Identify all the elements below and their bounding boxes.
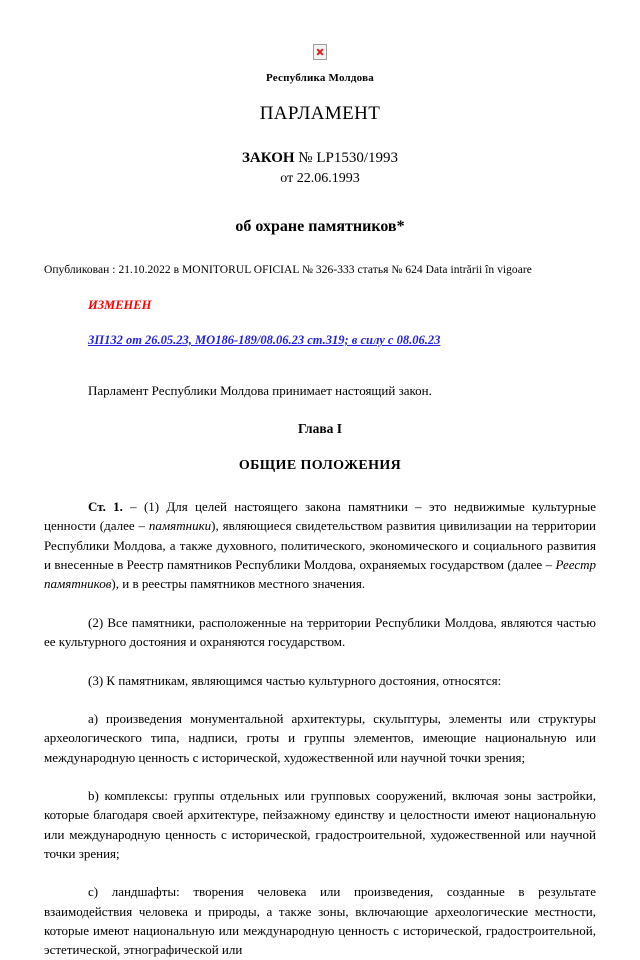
article-1-paragraph-1 bbox=[44, 497, 596, 594]
broken-image-icon bbox=[313, 44, 327, 60]
law-number-line bbox=[44, 150, 596, 167]
amendment-link[interactable]: ЗП132 от 26.05.23, МО186-189/08.06.23 ст.319; в силу с 08.06.23 bbox=[88, 333, 441, 347]
article-1-item-b: b) комплексы: группы отдельных или групповых сооружений, включая зоны застройки, которые благодаря своей архитектуре, пейзажному единству и целостности имеют национальную или международную ценность с исторической, градостроительной, художественной или научной точки зрения; bbox=[44, 787, 596, 862]
article-1-item-c: c) ландшафты: творения человека или произведения, созданные в результате взаимодействия человека и природы, а также зоны, включающие археологические местности, которые имеют национальную или международную ценность с исторической, градостроительной, эстетической, этнографической или bbox=[44, 884, 596, 958]
country-heading: Республика Молдова bbox=[266, 72, 374, 84]
article-1-paragraph-3: (3) К памятникам, являющимся частью культурного достояния, относятся: bbox=[88, 672, 502, 688]
status-badge-amended: ИЗМЕНЕН bbox=[88, 298, 152, 312]
article-1-emphasis-reestr: Реестр памятников bbox=[44, 557, 596, 592]
intro-paragraph: Парламент Республики Молдова принимает настоящий закон. bbox=[88, 383, 432, 398]
chapter-heading: Глава I bbox=[297, 421, 343, 436]
article-number: Ст. 1. bbox=[88, 499, 123, 514]
article-1-emphasis-pamyatniki: памятники bbox=[148, 518, 212, 534]
law-date: от 22.06.1993 bbox=[280, 171, 360, 186]
institution-heading: ПАРЛАМЕНТ bbox=[259, 103, 381, 124]
chapter-title: ОБЩИЕ ПОЛОЖЕНИЯ bbox=[238, 458, 402, 473]
law-number: № LP1530/1993 bbox=[298, 150, 399, 166]
article-1-text-b: ), являющиеся свидетельством развития цивилизации на территории Республики Молдова, а также духовного, политического, экономического и социального развития и внесенные в Реестр памятников Республики Молдова, охраняемых государством (далее – bbox=[44, 518, 596, 573]
law-label: ЗАКОН bbox=[241, 150, 295, 166]
article-1-item-a: a) произведения монументальной архитектуры, скульптуры, элементы или структуры археологического типа, надписи, гроты и группы элементов, имеющие национальную или международную ценность с исторической, художественной или научной точки зрения; bbox=[44, 710, 596, 765]
article-1-text-c: ), и в реестры памятников местного значения. bbox=[111, 576, 366, 592]
article-1-text-a: – (1) Для целей настоящего закона памятники – это недвижимые культурные ценности (далее – bbox=[44, 499, 596, 534]
law-title: об охране памятников* bbox=[235, 218, 405, 235]
publication-line: Опубликован : 21.10.2022 в MONITORUL OFICIAL № 326-333 статья № 624 Data intrării în vigoare bbox=[44, 264, 532, 276]
emblem-row bbox=[44, 0, 596, 60]
article-1-paragraph-2: (2) Все памятники, расположенные на территории Республики Молдова, являются частью ее культурного достояния и охраняются государством. bbox=[44, 614, 596, 650]
